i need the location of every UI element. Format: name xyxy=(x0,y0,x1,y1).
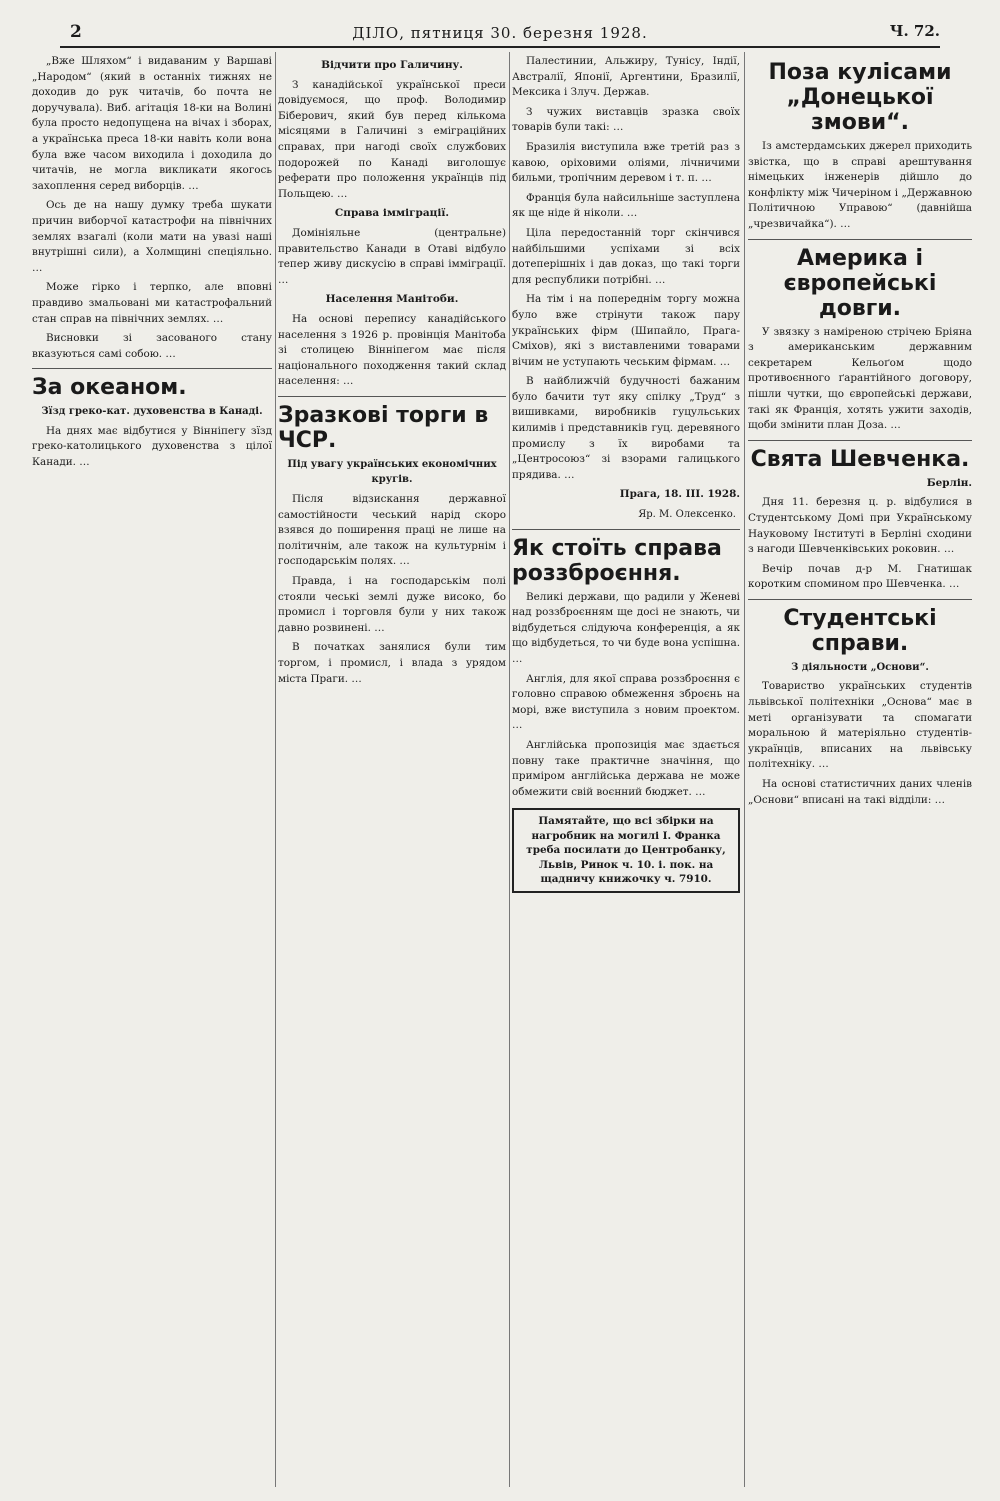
paragraph: Ось де на нашу думку треба шукати причин виборчої катастрофи на північних землях взагалі (коли мати на увазі наші внутрішні сили), а Холмщині спеціяльно. … xyxy=(32,199,272,274)
paragraph: Товариство українських студентів львівської політехніки „Основа“ має в меті організувати та спомагати моральною й матеріяльно студентів-українців, вписаних на львівську політехніку. … xyxy=(748,680,972,771)
issue-number: Ч. 72. xyxy=(889,22,940,40)
article-title-shevchenko: Свята Шевченка. xyxy=(750,446,970,472)
paragraph: В початках занялися були тим торгом, і промисл, і влада з урядом міста Праги. … xyxy=(278,641,506,685)
divider xyxy=(512,529,740,530)
article-subtitle: З діяльности „Основи“. xyxy=(791,661,929,673)
divider xyxy=(278,396,506,397)
column-rule xyxy=(509,52,510,1487)
paragraph: Домініяльне (центральне) правительство Канади в Отаві відбуло тепер живу дискусію в справі імміграції. … xyxy=(278,226,506,286)
column-rule xyxy=(744,52,745,1487)
column-1 xyxy=(32,54,272,1491)
divider xyxy=(748,440,972,441)
franko-donation-notice: Памятайте, що всі збірки на нагробник на могилі І. Франка треба посилати до Центробанку, Львів, Ринок ч. 10. і. пок. на щадничу книжочку ч. 7910. xyxy=(512,808,740,893)
paragraph: Вечір почав д-р М. Гнатишак коротким спомином про Шевченка. … xyxy=(748,562,972,591)
masthead xyxy=(60,22,940,48)
paragraph: Франція була найсильніше заступлена як ще ніде й ніколи. … xyxy=(512,191,740,220)
section-heading: Справа імміграції. xyxy=(334,207,450,220)
newspaper-title-line: ДІЛО, пятниця 30. березня 1928. xyxy=(352,24,648,42)
paragraph: Палестинии, Альжиру, Тунісу, Індії, Австралії, Японії, Аргентини, Бразилії, Мексика і Злуч. Держав. xyxy=(512,55,740,99)
divider xyxy=(32,368,272,369)
article-title-students: Студентські справи. xyxy=(783,605,937,656)
divider xyxy=(748,239,972,240)
paragraph: Англія, для якої справа роззброєння є головно справою обмеження зброєнь на морі, вже виступила з новим проектом. … xyxy=(512,672,740,732)
paragraph: „Вже Шляхом“ і видаваним у Варшаві „Народом“ (який в останніх тижнях не доходив до рук читачів, бо почта не доручувала). Виб. агітація 18-ки на Волині була просто недопущена на вічах і зборах, а українська преса 18-ки навіть коли вона була вже часом виходила і доходила до читачів, не могла викликати якогось захоплення серед виборців. … xyxy=(32,55,272,192)
article-title-america: Америка і європейські довги. xyxy=(783,245,937,321)
paragraph: Великі держави, що радили у Женеві над роззброєнням ще досі не знають, чи відбудеться слідуюча конференція, а як що відбудеться, то чи буде вона успішна. … xyxy=(512,590,740,665)
paragraph: Правда, і на господарськім полі стояли чеські землі дуже високо, бо промисл і торговля були у них також давно розвинені. … xyxy=(278,575,506,634)
divider xyxy=(748,599,972,600)
signature: Яр. М. Олексенко. xyxy=(638,509,736,521)
paragraph: Висновки зі засованого стану вказуються самі собою. … xyxy=(32,332,272,360)
paragraph: На основі перепису канадійського населення з 1926 р. провінція Манітоба зі столицею Вінніпегом має після національного походження такий склад населення: … xyxy=(278,312,506,388)
paragraph: Після відзискання державної самостійности чеський нарід скоро взявся до поширення праці не лише на політичнім, але також на культурнім і господарськім полях. … xyxy=(278,493,506,568)
page-number: 2 xyxy=(70,22,82,42)
article-title-donets: Поза кулісами „Донецької змови“. xyxy=(768,60,952,135)
article-subtitle: Під увагу українських економічних кругів. xyxy=(287,458,497,486)
paragraph: З чужих виставців зразка своїх товарів були такі: … xyxy=(512,105,740,134)
paragraph: На тім і на попереднім торгу можна було вже стрінути також пару українських фірм (Шипайло, Прага-Сміхов), які з виставленими товарами вічим не уступають чеським фірмам. … xyxy=(512,293,740,368)
section-heading: Відчити про Галичину. xyxy=(321,59,463,71)
paragraph: Англійська пропозиція має здається повну таке практичне значіння, що приміром англійська держава не може обмежити свій воєнний бюджет. … xyxy=(512,738,740,798)
paragraph: В найближчій будучності бажаним було бачити тут яку спілку „Труд“ з вишивками, виробників гуцульських килимів і представників гуц. деревяного промислу з їх виробами та „Центросоюз“ зі взорами галицького прядива. … xyxy=(512,375,740,481)
paragraph: На основі статистичних даних членів „Основи“ вписані на такі відділи: … xyxy=(748,778,972,806)
column-2 xyxy=(278,54,506,1491)
article-title-disarmament: Як стоїть справа роззброєння. xyxy=(512,535,722,586)
paragraph: Бразилія виступила вже третій раз з кавою, оріховими оліями, лічничими бильми, тропічним деревом і т. п. … xyxy=(512,140,740,185)
column-3 xyxy=(512,54,740,1491)
dateline: Берлін. xyxy=(926,476,972,489)
paragraph: У звязку з наміреною стрічею Бріяна з американським державним секретарем Кельоґом щодо противоєнного ґарантійного договору, пішли чутки, що європейські держави, такі як Франція, хотять ужити заходів, щоби змінити план Доза. … xyxy=(748,325,972,432)
paragraph: З канадійської української преси довідуємося, що проф. Володимир Біберович, який був перед кількома місяцями в Галичині з еміграційних справах, при нагоді своїх службових подорожей по Канаді виголошує реферати про положення українців під Польщею. … xyxy=(278,78,506,200)
paragraph: Дня 11. березня ц. р. відбулися в Студентському Домі при Українському Науковому Інституті в Берліні сходини з нагоди Шевченківських роковин. … xyxy=(748,496,972,556)
column-rule xyxy=(275,52,276,1487)
article-title-ocean: За океаном. xyxy=(32,375,187,401)
section-heading: Населення Манітоби. xyxy=(325,293,459,306)
column-4 xyxy=(748,54,972,1491)
paragraph: На днях має відбутися у Вінніпегу зїзд греко-католицького духовенства з цілої Канади. … xyxy=(32,424,272,469)
paragraph: Із амстердамських джерел приходить звістка, що в справі арештування німецьких інженерів дійшло до конфлікту між Чичеріном і „Державною Політичною Управою“ (давнійша „чрезвичайка“). … xyxy=(748,140,972,230)
article-title-trade: Зразкові торги в ЧСР. xyxy=(278,402,489,453)
paragraph: Ціла передостанній торг скінчився найбільшими успіхами зі всіх дотеперішніх і дав доказ, що такі торги для республики потрібні. … xyxy=(512,226,740,286)
dateline: Прага, 18. III. 1928. xyxy=(619,488,740,501)
article-subtitle: Зїзд греко-кат. духовенства в Канаді. xyxy=(41,406,263,418)
paragraph: Може гірко і терпко, але вповні правдиво змальовані ми катастрофальний стан справ на північних землях. … xyxy=(32,281,272,325)
